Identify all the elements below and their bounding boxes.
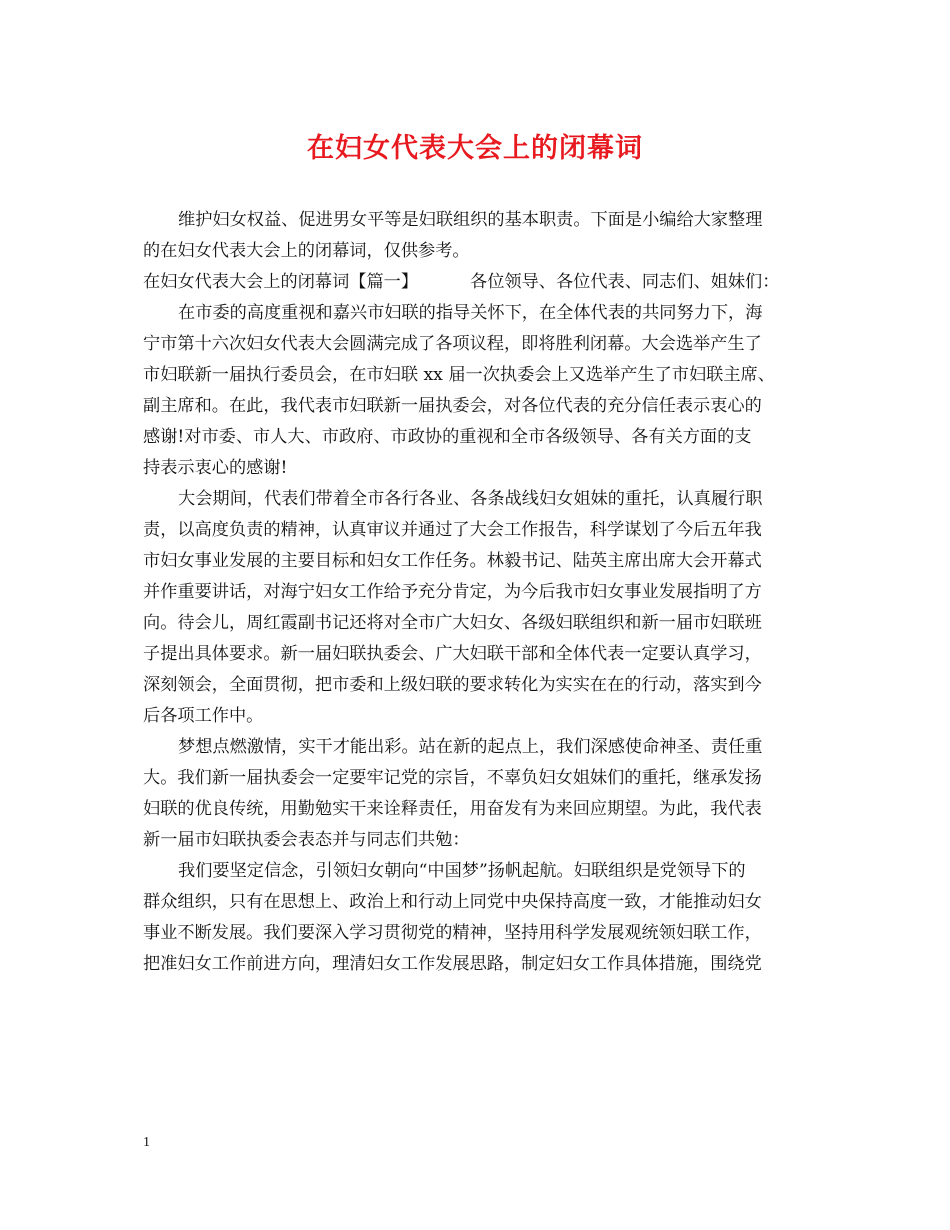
text-line (143, 422, 823, 453)
text-line-content: 子提出具体要求。新一届妇联执委会、广大妇联干部和全体代表一定要认真学习， (143, 644, 762, 664)
text-line-content: 大。我们新一届执委会一定要牢记党的宗旨，不辜负妇女姐妹们的重托，继承发扬 (143, 768, 762, 788)
text-line-content: 持表示衷心的感谢! (143, 458, 288, 478)
text-line-content: 维护妇女权益、促进男女平等是妇联组织的基本职责。下面是小编给大家整理 (178, 210, 763, 230)
text-line-content: 感谢!对市委、市人大、市政府、市政协的重视和全市各级领导、各有关方面的支 (143, 427, 752, 447)
text-line-content: 我们要坚定信念，引领妇女朝向“中国梦”扬帆起航。妇联组织是党领导下的 (178, 861, 746, 881)
text-line (143, 825, 823, 856)
text-line (143, 515, 823, 546)
text-line (143, 608, 823, 639)
text-line-content: 向。待会儿，周红霞副书记还将对全市广大妇女、各级妇联组织和新一届市妇联班 (143, 613, 762, 633)
document-body (143, 205, 823, 980)
text-line-content: 后各项工作中。 (143, 706, 264, 726)
text-line-content: 并作重要讲话，对海宁妇女工作给予充分肯定，为今后我市妇女事业发展指明了方 (143, 582, 762, 602)
text-line-content: 新一届市妇联执委会表态并与同志们共勉： (143, 830, 470, 850)
text-line (143, 546, 823, 577)
text-line-content: 在市委的高度重视和嘉兴市妇联的指导关怀下，在全体代表的共同努力下，海 (178, 303, 763, 323)
text-line-content: 群众组织，只有在思想上、政治上和行动上同党中央保持高度一致，才能推动妇女 (143, 892, 762, 912)
text-line (143, 484, 823, 515)
text-line-content: 大会期间，代表们带着全市各行各业、各条战线妇女姐妹的重托，认真履行职 (178, 489, 763, 509)
text-line-content: 事业不断发展。我们要深入学习贯彻党的精神，坚持用科学发展观统领妇联工作， (143, 923, 762, 943)
text-line-content: 梦想点燃激情，实干才能出彩。站在新的起点上，我们深感使命神圣、责任重 (178, 737, 763, 757)
text-line-content: 市妇联新一届执行委员会，在市妇联 xx 届一次执委会上又选举产生了市妇联主席、 (143, 365, 775, 385)
text-line (143, 577, 823, 608)
text-line-content: 深刻领会，全面贯彻，把市委和上级妇联的要求转化为实实在在的行动，落实到今 (143, 675, 762, 695)
text-line (143, 639, 823, 670)
text-line (143, 205, 823, 236)
text-line (143, 794, 823, 825)
text-line (143, 391, 823, 422)
document-title: 在妇女代表大会上的闭幕词 (307, 133, 643, 164)
text-line-content: 责，以高度负责的精神，认真审议并通过了大会工作报告，科学谋划了今后五年我 (143, 520, 762, 540)
text-line-content: 副主席和。在此，我代表市妇联新一届执委会，对各位代表的充分信任表示衷心的 (143, 396, 762, 416)
text-line (143, 298, 823, 329)
text-line-content: 在妇女代表大会上的闭幕词【篇一】 (143, 272, 419, 292)
text-line-content: 妇联的优良传统，用勤勉实干来诠释责任，用奋发有为来回应期望。为此，我代表 (143, 799, 762, 819)
text-line (143, 267, 823, 298)
text-line (143, 949, 823, 980)
text-line (143, 732, 823, 763)
text-line (143, 856, 823, 887)
text-line (143, 329, 823, 360)
page-number: 1 (143, 1135, 150, 1150)
text-line (143, 763, 823, 794)
text-line-content: 的在妇女代表大会上的闭幕词，仅供参考。 (143, 241, 470, 261)
text-line (143, 360, 823, 391)
text-line (143, 918, 823, 949)
salutation: 各位领导、各位代表、同志们、姐妹们： (470, 272, 780, 292)
text-line (143, 701, 823, 732)
text-line (143, 236, 823, 267)
text-line (143, 670, 823, 701)
text-line-content: 市妇女事业发展的主要目标和妇女工作任务。林毅书记、陆英主席出席大会开幕式 (143, 551, 762, 571)
text-line-content: 把准妇女工作前进方向，理清妇女工作发展思路，制定妇女工作具体措施，围绕党 (143, 954, 762, 974)
text-line (143, 453, 823, 484)
text-line-content: 宁市第十六次妇女代表大会圆满完成了各项议程，即将胜利闭幕。大会选举产生了 (143, 334, 762, 354)
text-line (143, 887, 823, 918)
